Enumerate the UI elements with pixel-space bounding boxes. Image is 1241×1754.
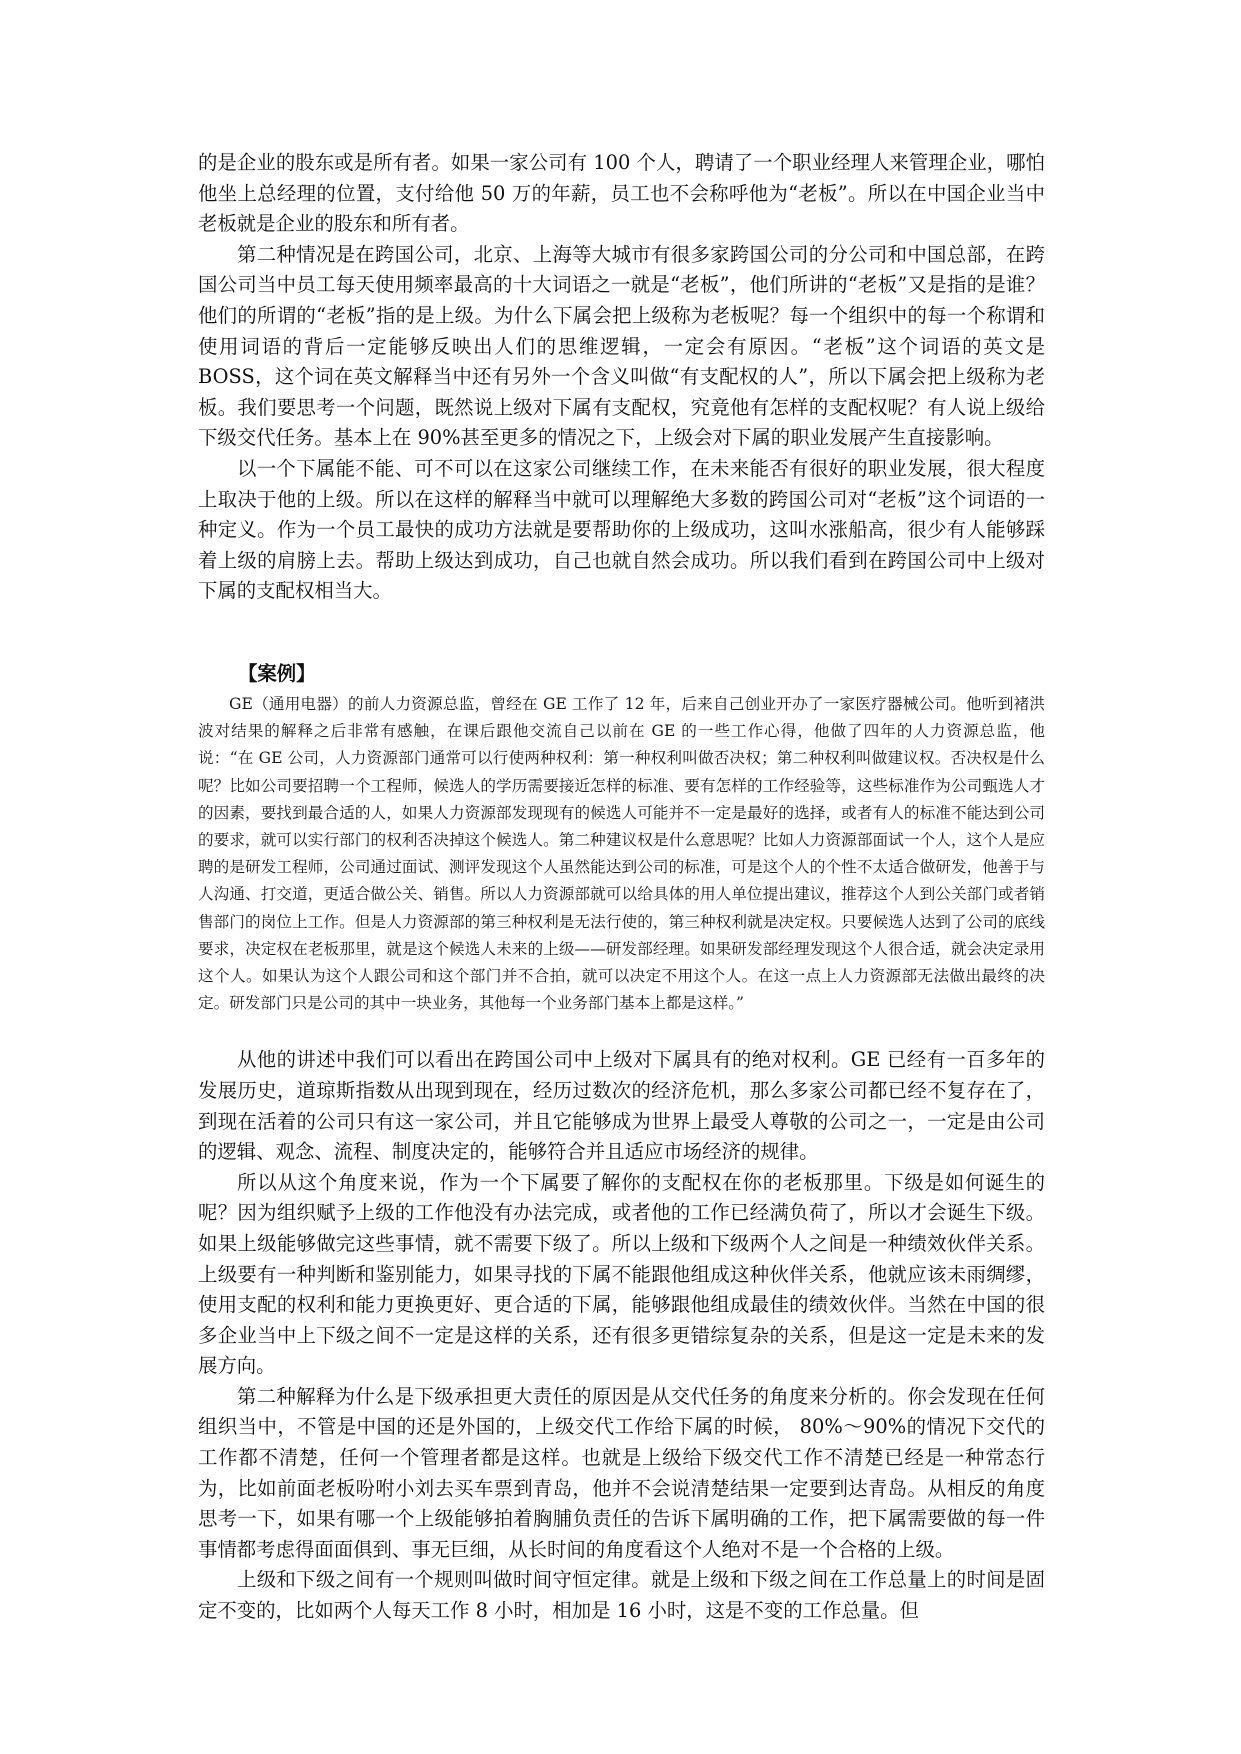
section-spacer <box>198 1017 1045 1045</box>
paragraph-multinational-boss: 第二种情况是在跨国公司，北京、上海等大城市有很多家跨国公司的分公司和中国总部，在跨国公司当中员工每天使用频率最高的十大词语之一就是“老板”，他们所讲的“老板”又是指的是谁？他们的所谓的“老板”指的是上级。为什么下属会把上级称为老板呢？每一个组织中的每一个称谓和使用词语的背后一定能够反映出人们的思维逻辑，一定会有原因。“老板”这个词语的英文是 BOSS，这个词在英文解释当中还有另外一个含义叫做“有支配权的人”，所以下属会把上级称为老板。我们要思考一个问题，既然说上级对下属有支配权，究竟他有怎样的支配权呢？有人说上级给下级交代任务。基本上在 90%甚至更多的情况之下，上级会对下属的职业发展产生直接影响。 <box>198 242 1045 450</box>
section-spacer <box>198 607 1045 659</box>
case-body-text: GE（通用电器）的前人力资源总监，曾经在 GE 工作了 12 年，后来自己创业开办了一家医疗器械公司。他听到褚洪波对结果的解释之后非常有感触，在课后跟他交流自己以前在 GE 的一些工作心得，他做了四年的人力资源总监，他说：“在 GE 公司，人力资源部门通常可以行使两种权利：第一种权利叫做否决权；第二种权利叫做建议权。否决权是什么呢？比如公司要招聘一个工程师，候选人的学历需要接近怎样的标准、要有怎样的工作经验等，这些标准作为公司甄选人才的因素，要找到最合适的人，如果人力资源部发现现有的候选人可能并不一定是最好的选择，或者有人的标准不能达到公司的要求，就可以实行部门的权利否决掉这个候选人。第二种建议权是什么意思呢？比如人力资源部面试一个人，这个人是应聘的是研发工程师，公司通过面试、测评发现这个人虽然能达到公司的标准，可是这个人的个性不太适合做研发，他善于与人沟通、打交道，更适合做公关、销售。所以人力资源部就可以给具体的用人单位提出建议，推荐这个人到公关部门或者销售部门的岗位上工作。但是人力资源部的第三种权利是无法行使的，第三种权利就是决定权。只要候选人达到了公司的底线要求，决定权在老板那里，就是这个候选人未来的上级——研发部经理。如果研发部经理发现这个人很合适，就会决定录用这个人。如果认为这个人跟公司和这个部门并不合拍，就可以决定不用这个人。在这一点上人力资源部无法做出最终的决定。研发部门只是公司的其中一块业务，其他每一个业务部门基本上都是这样。” <box>198 694 1045 1013</box>
paragraph-performance-partner: 所以从这个角度来说，作为一个下属要了解你的支配权在你的老板那里。下级是如何诞生的呢？因为组织赋予上级的工作他没有办法完成，或者他的工作已经满负荷了，所以才会诞生下级。如果上级能够做完这些事情，就不需要下级了。所以上级和下级两个人之间是一种绩效伙伴关系。上级要有一种判断和鉴别能力，如果寻找的下属不能跟他组成这种伙伴关系，他就应该未雨绸缪，使用支配的权利和能力更换更好、更合适的下属，能够跟他组成最佳的绩效伙伴。当然在中国的很多企业当中上下级之间不一定是这样的关系，还有很多更错综复杂的关系，但是这一定是未来的发展方向。 <box>198 1170 1045 1378</box>
paragraph-career-development: 以一个下属能不能、可不可以在这家公司继续工作，在未来能否有很好的职业发展，很大程度上取决于他的上级。所以在这样的解释当中就可以理解绝大多数的跨国公司对“老板”这个词语的一种定义。作为一个员工最快的成功方法就是要帮助你的上级成功，这叫水涨船高，很少有人能够踩着上级的肩膀上去。帮助上级达到成功，自己也就自然会成功。所以我们看到在跨国公司中上级对下属的支配权相当大。 <box>198 456 1045 603</box>
paragraph-ge-history: 从他的讲述中我们可以看出在跨国公司中上级对下属具有的绝对权利。GE 已经有一百多年的发展历史，道琼斯指数从出现到现在，经历过数次的经济危机，那么多家公司都已经不复存在了，到现在活着的公司只有这一家公司，并且它能够成为世界上最受人尊敬的公司之一，一定是由公司的逻辑、观念、流程、制度决定的，能够符合并且适应市场经济的规律。 <box>198 1048 1045 1164</box>
paragraph-continuation: 的是企业的股东或是所有者。如果一家公司有 100 个人，聘请了一个职业经理人来管理企业，哪怕他坐上总经理的位置，支付给他 50 万的年薪，员工也不会称呼他为“老板”。所以在中国企业当中老板就是企业的股东和所有者。 <box>198 151 1045 236</box>
paragraph-time-conservation: 上级和下级之间有一个规则叫做时间守恒定律。就是上级和下级之间在工作总量上的时间是固定不变的，比如两个人每天工作 8 小时，相加是 16 小时，这是不变的工作总量。但 <box>198 1568 1045 1623</box>
document-body <box>198 148 1045 1627</box>
paragraph-task-assignment: 第二种解释为什么是下级承担更大责任的原因是从交代任务的角度来分析的。你会发现在任何组织当中，不管是中国的还是外国的，上级交代工作给下属的时候， 80%～90%的情况下交代的工作都不清楚，任何一个管理者都是这样。也就是上级给下级交代工作不清楚已经是一种常态行为，比如前面老板吩咐小刘去买车票到青岛，他并不会说清楚结果一定要到达青岛。从相反的角度思考一下，如果有哪一个上级能够拍着胸脯负责任的告诉下属明确的工作，把下属需要做的每一件事情都考虑得面面俱到、事无巨细，从长时间的角度看这个人绝对不是一个合格的上级。 <box>198 1384 1045 1561</box>
case-heading: 【案例】 <box>238 661 316 685</box>
